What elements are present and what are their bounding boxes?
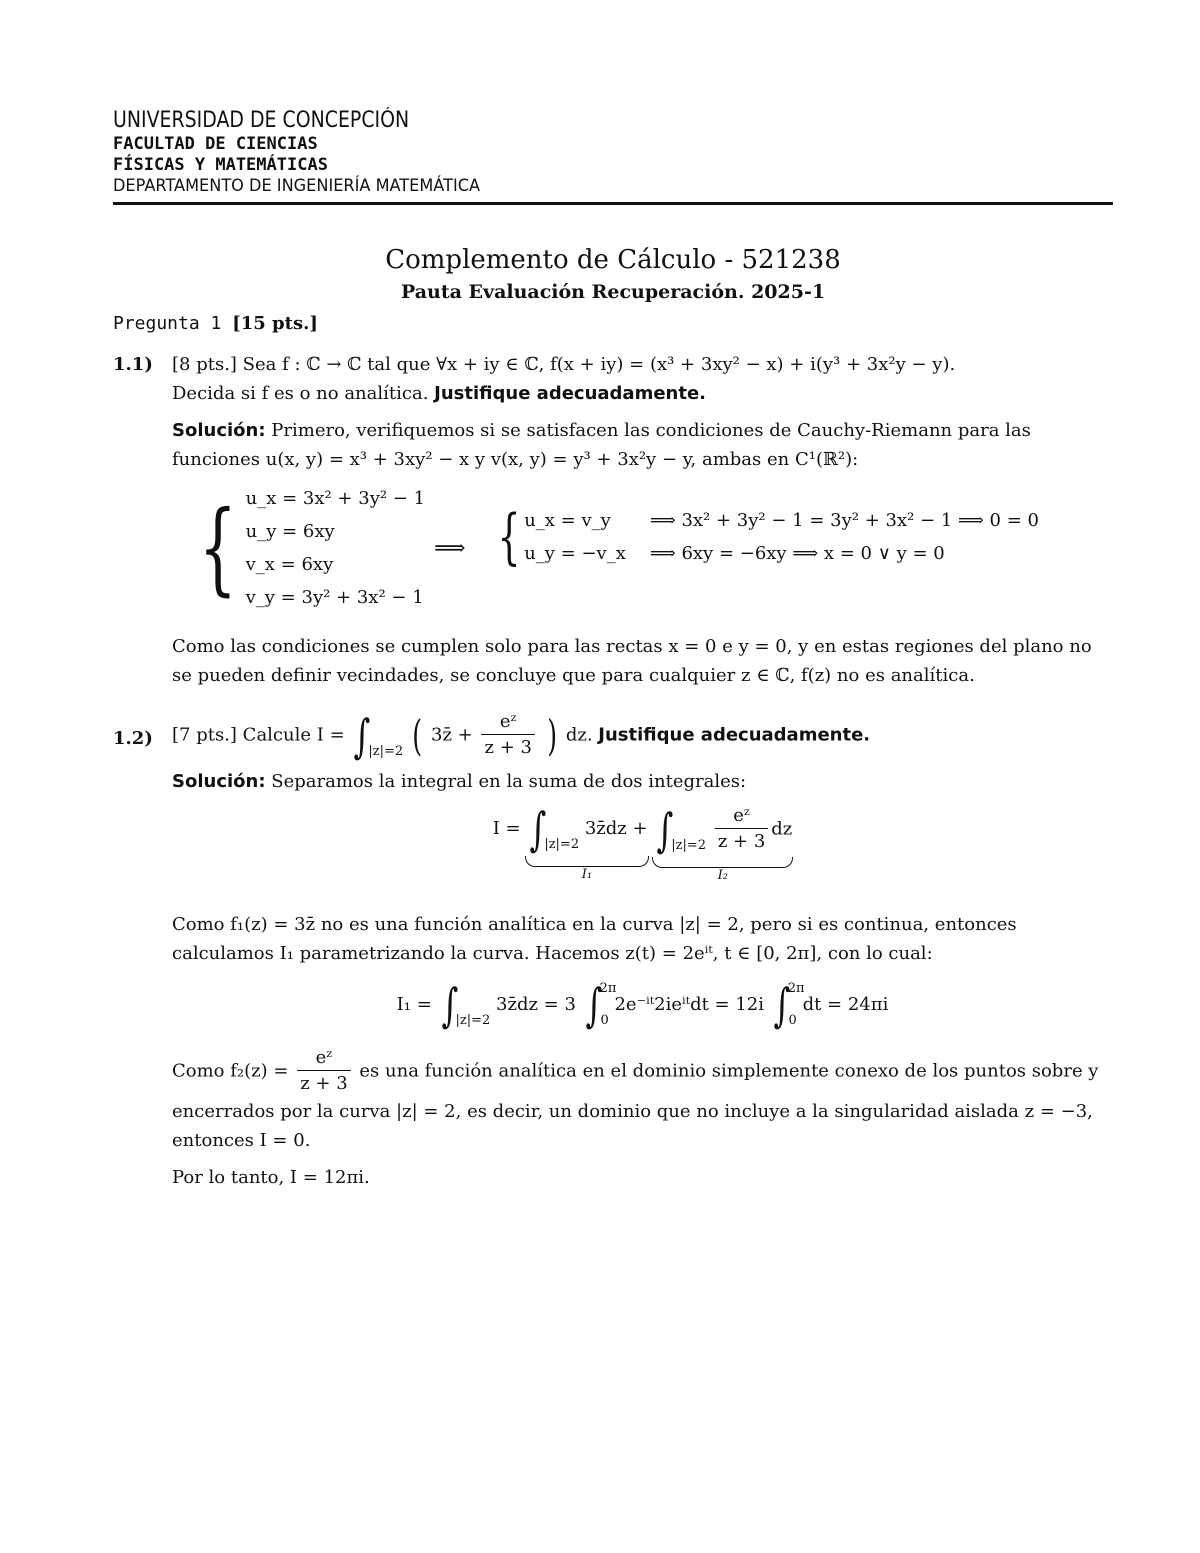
- fraction: [481, 710, 534, 761]
- split-dz: dz: [771, 818, 793, 840]
- system-left-row: v_x = 6xy: [245, 554, 334, 575]
- question-heading: [113, 313, 1113, 334]
- fraction: [297, 1046, 350, 1097]
- lower-limit: 0: [788, 1013, 797, 1028]
- item-points: [7 pts.]: [172, 724, 237, 746]
- item-statement: [172, 350, 1113, 379]
- brace-1: [525, 856, 648, 867]
- item-points: [8 pts.]: [172, 354, 237, 375]
- integrand-term: 3z̄ +: [431, 724, 473, 746]
- under-label-2: I₂: [717, 867, 728, 883]
- dz-text: dz.: [565, 724, 593, 746]
- statement-text: Sea f : ℂ → ℂ tal que ∀x + iy ∈ ℂ, f(x + iy) = (x³ + 3xy² − x) + i(y³ + 3x²y − y).: [242, 354, 956, 375]
- under-label-1: I₁: [581, 867, 593, 882]
- brace-2: [652, 857, 793, 868]
- fraction-denominator: z + 3: [484, 737, 532, 758]
- system-right-eq: u_x = v_y: [524, 510, 611, 531]
- solution-paragraph: [172, 767, 1113, 796]
- eq-I1-part-c: dt = 24πi: [802, 994, 889, 1015]
- system-right-result: ⟹ 3x² + 3y² − 1 = 3y² + 3x² − 1 ⟹ 0 = 0: [649, 510, 1039, 531]
- calc-text: Calcule I =: [242, 724, 345, 746]
- conclusion-paragraph: Como las condiciones se cumplen solo para las rectas x = 0 e y = 0, y en estas regiones del plano no se pueden definir vecindades, se concluye que para cualquier z ∈ ℂ, f(z) no es analítica.: [172, 636, 1092, 686]
- paragraph-f2: [172, 1046, 1113, 1155]
- faculty-line-2: FÍSICAS Y MATEMÁTICAS: [113, 155, 328, 175]
- split-lhs: I =: [492, 818, 521, 839]
- system-right: { u_x = v_y ⟹ 3x² + 3y² − 1 = 3y² + 3x² − 1 ⟹ 0 = 0 u_y = −v_x ⟹ 6xy = −6xy ⟹ x = 0 ∨ y = 0: [497, 502, 1039, 572]
- lower-limit: 0: [600, 1013, 609, 1028]
- contour-limit: |z|=2: [455, 1013, 491, 1028]
- split-term-1: 3z̄dz +: [584, 818, 648, 839]
- equation-I1: $I_1 = \int_{|z|=2}$ 3z̄dz = 3 ∫$^{2\pi}_0$ 2e⁻ⁱᵗ2ieⁱᵗdt = 12i ∫$^{2\pi}_0$ dt = 24πi: [396, 978, 889, 1032]
- faculty-line-1: FACULTAD DE CIENCIAS: [113, 134, 318, 154]
- item-1-2: [113, 710, 1113, 1192]
- final-result: Por lo tanto, I = 12πi.: [172, 1167, 370, 1188]
- fraction-denominator: z + 3: [300, 1073, 348, 1094]
- underbrace-2: $\int_{|z|=2}$ $\frac{\text{eᶻ}}{z + 3}$ dz I₂: [653, 804, 792, 884]
- para2-start: Como f₂(z) =: [172, 1060, 289, 1082]
- ask-text: Decida si f es o no analítica.: [172, 383, 429, 404]
- fraction-denominator: z + 3: [717, 831, 766, 852]
- right-paren: ): [546, 711, 557, 760]
- eq-I1-part-b: 2e⁻ⁱᵗ2ieⁱᵗdt = 12i: [614, 994, 765, 1015]
- eq-I1-part-a: 3z̄dz = 3: [496, 994, 576, 1015]
- system-right-eq: u_y = −v_x: [524, 543, 626, 564]
- item-number: 1.2): [113, 728, 153, 749]
- solution-intro: Primero, verifiquemos si se satisfacen las condiciones de Cauchy-Riemann para las funciones u(x, y) = x³ + 3xy² − x y v(x, y) = y³ + 3x²y − y, ambas en C¹(ℝ²):: [172, 420, 1031, 470]
- fraction-numerator: eᶻ: [297, 1046, 350, 1071]
- solution-label: Solución:: [172, 420, 266, 441]
- question-points: [15 pts.]: [232, 313, 318, 334]
- justify-text: Justifique adecuadamente.: [598, 724, 871, 746]
- contour-limit: |z|=2: [544, 837, 580, 852]
- document-page: [113, 108, 1113, 1192]
- justify-text: Justifique adecuadamente.: [434, 383, 707, 404]
- item-ask: [172, 379, 1113, 408]
- split-equation: [172, 804, 1113, 904]
- upper-limit: 2π: [599, 981, 617, 996]
- department-name: DEPARTAMENTO DE INGENIERÍA MATEMÁTICA: [113, 176, 481, 196]
- fraction-numerator: eᶻ: [481, 710, 534, 735]
- underbrace-1: $\int_{|z|=2}$ 3z̄dz + I₁: [526, 804, 647, 883]
- integral-sign: ∫: [353, 708, 371, 763]
- fraction-numerator: eᶻ: [715, 804, 768, 829]
- left-paren: (: [412, 711, 422, 760]
- item-1-1: [113, 350, 1113, 690]
- solution-paragraph: [172, 416, 1113, 474]
- implies-arrow: ⟹: [434, 536, 466, 561]
- paragraph-f1: Como f₁(z) = 3z̄ no es una función analítica en la curva |z| = 2, pero si es continua, entonces calculamos I₁ parametrizando la curva. Hacemos z(t) = 2eⁱᵗ, t ∈ [0, 2π], con lo cual:: [172, 914, 1017, 964]
- fraction: [715, 804, 768, 855]
- eq-I1-lhs: I₁ =: [396, 994, 432, 1015]
- solution-intro: Separamos la integral en la suma de dos integrales:: [271, 771, 747, 792]
- contour-limit: |z|=2: [368, 743, 404, 759]
- system-left-row: v_y = 3y² + 3x² − 1: [245, 587, 424, 608]
- solution-label: Solución:: [172, 771, 266, 792]
- system-right-result: ⟹ 6xy = −6xy ⟹ x = 0 ∨ y = 0: [649, 543, 945, 564]
- contour-limit: |z|=2: [671, 837, 707, 853]
- system-left-row: u_y = 6xy: [245, 521, 335, 542]
- system-right-row: [524, 537, 1039, 570]
- item-number: 1.1): [113, 354, 153, 375]
- question-label: Pregunta 1: [113, 313, 222, 334]
- university-name: UNIVERSIDAD DE CONCEPCIÓN: [113, 108, 410, 133]
- para2-rest: es una función analítica en el dominio simplemente conexo de los puntos sobre y encerrados por la curva |z| = 2, es decir, un dominio que no incluye a la singularidad aislada z = −3, entonces I = 0.: [172, 1060, 1099, 1151]
- system-right-row: [524, 504, 1039, 537]
- system-left: { u_x = 3x² + 3y² − 1 u_y = 6xy v_x = 6xy v_y = 3y² + 3x² − 1: [186, 482, 425, 614]
- upper-limit: 2π: [787, 981, 805, 996]
- system-left-row: u_x = 3x² + 3y² − 1: [245, 488, 426, 509]
- exam-subtitle: Pauta Evaluación Recuperación. 2025-1: [400, 281, 826, 303]
- header-rule: [113, 202, 1113, 205]
- course-title: Complemento de Cálculo - 521238: [385, 245, 841, 275]
- cauchy-riemann-systems: [172, 482, 1113, 622]
- item-statement: [172, 710, 1113, 761]
